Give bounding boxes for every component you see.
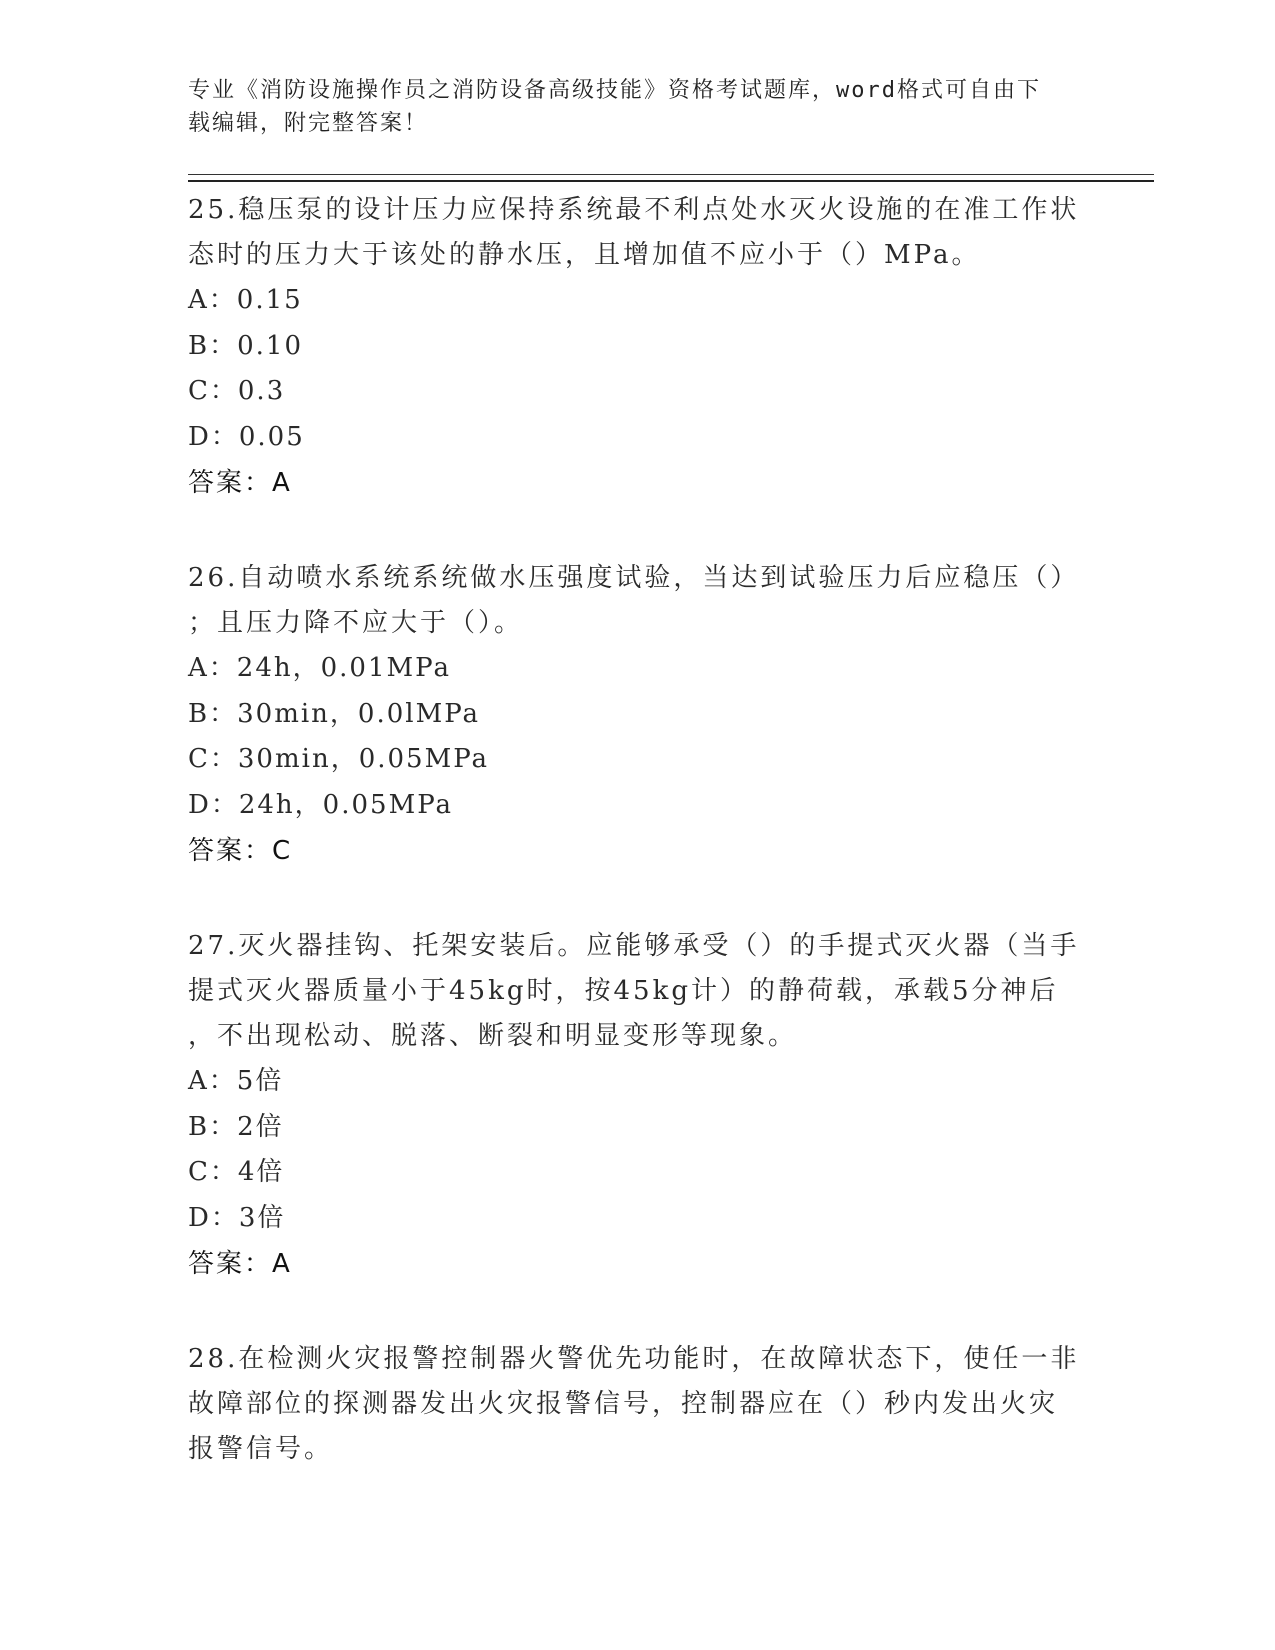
answer: 答案：C xyxy=(188,836,293,866)
question-text-line: 26.自动喷水系统系统做水压强度试验，当达到试验压力后应稳压（） xyxy=(188,563,1080,593)
question-25 xyxy=(188,188,1088,506)
question-27 xyxy=(188,924,1088,1287)
option-a: A：5倍 xyxy=(188,1066,284,1096)
option-c: C：4倍 xyxy=(188,1157,285,1187)
option-d: D：0.05 xyxy=(188,421,305,452)
question-text-line: 25.稳压泵的设计压力应保持系统最不利点处水灭火设施的在准工作状 xyxy=(188,195,1080,225)
answer: 答案：A xyxy=(188,468,292,498)
header-divider-thick xyxy=(188,180,1154,182)
question-text-line: ，不出现松动、脱落、断裂和明显变形等现象。 xyxy=(188,1021,798,1051)
question-text-line: 态时的压力大于该处的静水压，且增加值不应小于（）MPa。 xyxy=(188,240,981,270)
document-header xyxy=(188,74,1068,140)
option-b: B：30min，0.0lMPa xyxy=(188,698,481,729)
option-d: D：24h，0.05MPa xyxy=(188,789,454,820)
question-text-line: 28.在检测火灾报警控制器火警优先功能时，在故障状态下，使任一非 xyxy=(188,1344,1080,1374)
header-line-1: 专业《消防设施操作员之消防设备高级技能》资格考试题库，word格式可自由下 xyxy=(188,78,1041,103)
question-text-line: 提式灭火器质量小于45kg时，按45kg计）的静荷载，承载5分神后 xyxy=(188,976,1059,1006)
question-text-line: ；且压力降不应大于（）。 xyxy=(188,608,524,638)
question-28 xyxy=(188,1337,1088,1472)
option-b: B：2倍 xyxy=(188,1111,284,1142)
header-divider-thin xyxy=(188,174,1154,175)
question-text xyxy=(188,924,1088,1059)
option-a: A：0.15 xyxy=(188,285,303,315)
option-d: D：3倍 xyxy=(188,1202,286,1233)
option-b: B：0.10 xyxy=(188,330,303,361)
question-26 xyxy=(188,556,1088,874)
question-text xyxy=(188,556,1088,646)
option-c: C：30min，0.05MPa xyxy=(188,744,490,774)
question-list xyxy=(188,188,1088,1522)
option-c: C：0.3 xyxy=(188,376,286,406)
question-text xyxy=(188,1337,1088,1472)
question-text-line: 报警信号。 xyxy=(188,1434,334,1464)
question-text-line: 故障部位的探测器发出火灾报警信号，控制器应在（）秒内发出火灾 xyxy=(188,1389,1059,1419)
question-text-line: 27.灭火器挂钩、托架安装后。应能够承受（）的手提式灭火器（当手 xyxy=(188,931,1080,961)
answer: 答案：A xyxy=(188,1249,292,1279)
header-line-2: 载编辑，附完整答案！ xyxy=(188,111,429,136)
option-a: A：24h，0.01MPa xyxy=(188,653,451,683)
question-text xyxy=(188,188,1088,278)
